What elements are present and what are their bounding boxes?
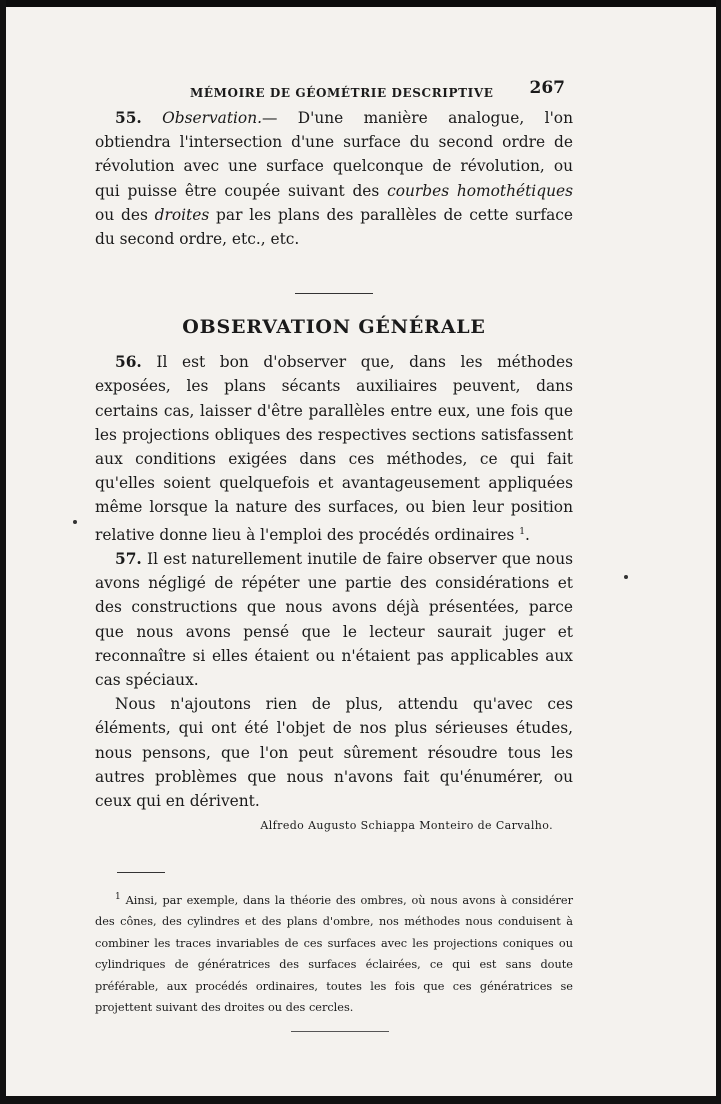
paragraph-text: Il est naturellement inutile de faire observer que nous avons négligé de répéter une partie des considérations et des constructions que nous avons déjà présentées, parce que nous avons pensé que le lecteur saurait juger et reconnaître si elles étaient ou n'étaient pas applicables aux cas spéciaux. <box>95 549 573 689</box>
emphasis-text: courbes homothétiques <box>387 181 573 200</box>
paragraph-text: Il est bon d'observer que, dans les méthodes exposées, les plans sécants auxiliaires peuvent, dans certains cas, laisser d'être parallèles entre eux, une fois que les projections obliques des respectives sections satisfassent aux conditions exigées dans ces méthodes, ce qui fait qu'elles soient quelquefois et avantageusement appliquées même lorsque la nature des surfaces, ou bien leur position relative donne lieu à l'emploi des procédés ordinaires <box>95 353 573 544</box>
scan-border-bottom <box>0 1096 721 1104</box>
scan-speck <box>73 520 77 524</box>
running-head <box>95 72 573 106</box>
author-signature: Alfredo Augusto Schiappa Monteiro de Carvalho. <box>260 819 553 833</box>
paragraph-number: 57. <box>115 549 142 568</box>
scan-border-top <box>0 0 721 7</box>
paragraph-55 <box>95 106 573 251</box>
footnote-mark: 1 <box>115 892 121 903</box>
scan-speck <box>624 575 628 579</box>
paragraph-57 <box>95 547 573 692</box>
paragraph-56 <box>95 350 573 547</box>
section-divider <box>295 293 373 294</box>
paragraph-text: . <box>524 525 530 544</box>
page-body <box>95 72 573 1032</box>
scan-border-left <box>0 0 6 1104</box>
paragraph-text: ou des <box>95 205 155 224</box>
page-number: 267 <box>529 78 565 98</box>
paragraph-text: Nous n'ajoutons rien de plus, attendu qu'avec ces éléments, qui ont été l'objet de nos plus sérieuses études, nous pensons, que l'on peut sûrement résoudre tous les autres problèmes que nous n'avons fait qu'énumérer, ou ceux qui en dérivent. <box>95 695 573 810</box>
bottom-rule <box>291 1031 389 1032</box>
footnote-divider <box>117 872 165 873</box>
emphasis-text: droites <box>154 205 210 224</box>
running-title: MÉMOIRE DE GÉOMÉTRIE DESCRIPTIVE <box>190 86 494 100</box>
paragraph-text: — D'une manière analogue, l'on obtiendra l'intersection d'une surface du second ordre de révolution avec une surface quelconque de révolution, ou qui puisse être coupée suivant des <box>95 109 573 200</box>
footnote <box>95 887 573 1019</box>
scan-border-right <box>716 0 721 1104</box>
paragraph-lead: Observation. <box>162 109 263 127</box>
footnote-reference: 1 <box>519 526 525 537</box>
paragraph-number: 56. <box>115 353 142 372</box>
paragraph-text: par les plans des parallèles de cette surface du second ordre, etc., etc. <box>95 205 573 249</box>
paragraph-number: 55. <box>115 109 142 127</box>
section-title: OBSERVATION GÉNÉRALE <box>182 316 486 339</box>
footnote-text: Ainsi, par exemple, dans la théorie des ombres, où nous avons à considérer des cônes, des cylindres et des plans d'ombre, nos méthodes nous conduisent à combiner les traces invariables de ces surfaces avec les projections coniques ou cylindriques de génératrices des surfaces éclairées, ce qui est sans doute préférable, aux procédés ordinaires, toutes les fois que ces génératrices se projettent suivant des droites ou des cercles. <box>95 893 573 1015</box>
paragraph-58 <box>95 692 573 813</box>
